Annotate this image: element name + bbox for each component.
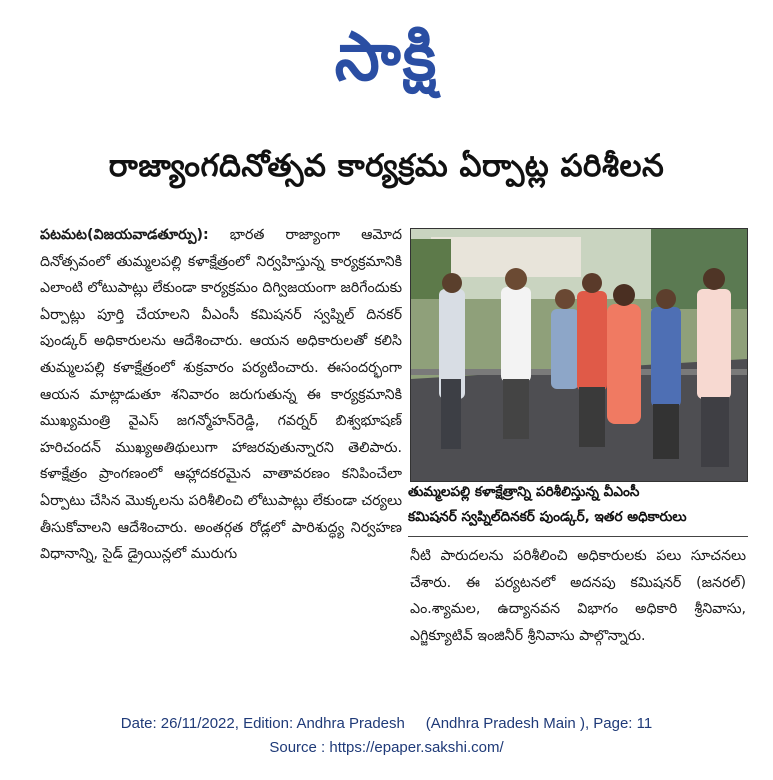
article-headline: రాజ్యాంగదినోత్సవ కార్యక్రమ ఏర్పాట్ల పరిశీలన bbox=[108, 148, 665, 184]
dateline: పటమట(విజయవాడతూర్పు): bbox=[40, 227, 209, 243]
source-footer bbox=[0, 712, 773, 772]
photo-illustration bbox=[411, 229, 747, 481]
photo-caption-line2: కమిషనర్ స్వప్నిల్‌దినకర్ పుండ్కర్, ఇతర అధికారులు bbox=[408, 509, 687, 525]
article-photo bbox=[410, 228, 748, 482]
body-left-text: భారత రాజ్యాంగా ఆమోద దినోత్సవంలో తుమ్మలపల్లి కళాక్షేత్రంలో నిర్వహిస్తున్న కార్యక్రమానికి ఎలాంటి లోటుపాట్లు లేకుండా కార్యక్రమం దిగ్విజయంగా జరిగేందుకు ఏర్పాట్లు పూర్తి చేయాలని వీఎంసీ కమిషనర్ స్వప్నిల్ దినకర్ పుండ్కర్ అధికారులను ఆదేశించారు. ఆయన అధికారులతో కలిసి తుమ్మలపల్లి కళాక్షేత్రంలో శుక్రవారం పర్యటించారు. ఈసందర్భంగా ఆయన మాట్లాడుతూ శనివారం జరుగుతున్న ఈ కార్యక్రమానికి ముఖ్యమంత్రి వైఎస్ జగన్మోహన్‌రెడ్డి, గవర్నర్ బిశ్వభూషణ్ హరిచందన్ ముఖ్యఅతిథులుగా హాజరవుతున్నారని తెలిపారు. కళాక్షేత్రం ప్రాంగణంలో ఆహ్లాదకరమైన వాతావరణం కనిపించేలా ఏర్పాటు చేసిన మొక్కలను పరిశీలించి లోటుపాట్లు లేకుండా చర్యలు తీసుకోవాలని ఆదేశించారు. అంతర్గత రోడ్లలో పారిశుద్ధ్య నిర్వహణ విధానాన్ని, సైడ్ డ్రైయిన్లలో మురుగు bbox=[40, 227, 402, 563]
footer-date-edition: Date: 26/11/2022, Edition: Andhra Pradesh (Andhra Pradesh Main ), Page: 11 bbox=[120, 715, 653, 732]
photo-caption bbox=[408, 480, 748, 537]
photo-caption-line1: తుమ్మలపల్లి కళాక్షేత్రాన్ని పరిశీలిస్తున్న వీఎంసీ bbox=[408, 484, 640, 500]
article-body-left bbox=[40, 222, 402, 692]
masthead bbox=[0, 0, 773, 130]
article-body-right: నీటి పారుదలను పరిశీలించి అధికారులకు పలు సూచనలు చేశారు. ఈ పర్యటనలో అదనపు కమిషనర్ (జనరల్) ఎం.శ్యామల, ఉద్యానవన విభాగం అధికారి శ్రీనివాసు, ఎగ్జిక్యూటివ్ ఇంజినీర్ శ్రీనివాసు పాల్గొన్నారు. bbox=[410, 548, 746, 644]
sakshi-logo: సాక్షి bbox=[334, 18, 439, 96]
footer-source: Source : https://epaper.sakshi.com/ bbox=[269, 739, 504, 756]
